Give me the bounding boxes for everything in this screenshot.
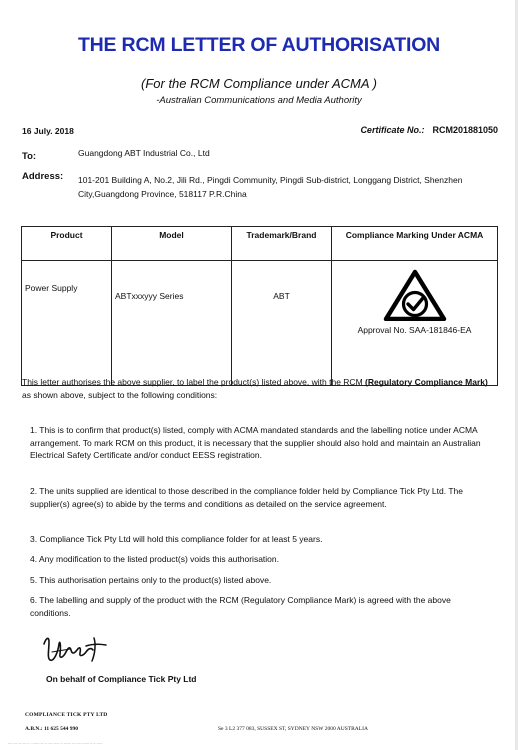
footer-abn: A.B.N.: 11 625 544 990 [25, 726, 79, 732]
approval-number: Approval No. SAA-181846-EA [357, 325, 472, 335]
condition-2: 2. The units supplied are identical to those described in the compliance folder held by Compliance Tick Pty Ltd. The supplier(s) agree(s) to abide by the terms and conditions as detailed on the service agreement. [30, 486, 463, 509]
table-header-row [22, 227, 498, 261]
signature-icon [40, 632, 120, 666]
recipient-address: 101-201 Building A, No.2, Jili Rd., Pingdi Community, Pingdi Sub-district, Longgang District, Shenzhen City,Guangdong Province, 518117 P.R.China [78, 175, 463, 199]
address-label: Address: [22, 171, 64, 182]
intro-text-a: This letter authorises the above supplier, to label the product(s) listed above, with the RCM [22, 377, 366, 387]
subtitle: (For the RCM Compliance under ACMA ) [141, 76, 377, 91]
footer-address: Se 3 L2 377 083, SUSSEX ST, SYDNEY NSW 2000 AUSTRALIA [218, 726, 368, 732]
col-header-product: Product [22, 227, 112, 261]
col-header-model: Model [112, 227, 232, 261]
page-title: THE RCM LETTER OF AUTHORISATION [77, 34, 441, 56]
intro-text-c: as shown above, subject to the following conditions: [22, 390, 218, 400]
footer-company: COMPLIANCE TICK PTY LTD [25, 712, 108, 718]
certificate-number [360, 125, 498, 135]
to-label: To: [22, 151, 37, 162]
condition-4: 4. Any modification to the listed product(s) voids this authorisation. [30, 554, 279, 564]
certificate-value: RCM201881050 [432, 125, 498, 135]
cell-model: ABTxxxyyy Series [112, 261, 232, 386]
condition-1: 1. This is to confirm that product(s) listed, comply with ACMA mandated standards and the labelling notice under ACMA arrangement. To mark RCM on this product, it is necessary that the supplier should also hold and maintain an Australian Electrical Safety Certificate and/or conduct EESS registration. [30, 425, 481, 460]
cell-brand: ABT [232, 261, 332, 386]
product-table [21, 226, 498, 386]
table-row [22, 261, 498, 386]
condition-5: 5. This authorisation pertains only to the product(s) listed above. [30, 575, 272, 585]
certificate-label: Certificate No.: [360, 125, 425, 135]
subtitle-authority: -Australian Communications and Media Authority [156, 95, 362, 106]
condition-3: 3. Compliance Tick Pty Ltd will hold this compliance folder for at least 5 years. [30, 534, 323, 544]
cell-marking [332, 261, 498, 386]
rcm-tick-logo-icon [383, 269, 447, 321]
col-header-marking: Compliance Marking Under ACMA [332, 227, 498, 261]
recipient-name: Guangdong ABT Industrial Co., Ltd [78, 148, 210, 158]
col-header-brand: Trademark/Brand [232, 227, 332, 261]
intro-text-rcm: (Regulatory Compliance Mark) [365, 377, 488, 387]
footer-fine-print: ---- --- --- --- -- - ------ --- -- ---- ----- -- ------ --- ---- ------ -- -- ----- [8, 741, 103, 745]
condition-6: 6. The labelling and supply of the product with the RCM (Regulatory Compliance Mark) is agreed with the above conditions. [30, 595, 451, 618]
on-behalf-line: On behalf of Compliance Tick Pty Ltd [46, 674, 197, 684]
cell-product: Power Supply [22, 261, 112, 386]
issue-date: 16 July. 2018 [22, 126, 74, 136]
intro-paragraph [22, 376, 492, 402]
